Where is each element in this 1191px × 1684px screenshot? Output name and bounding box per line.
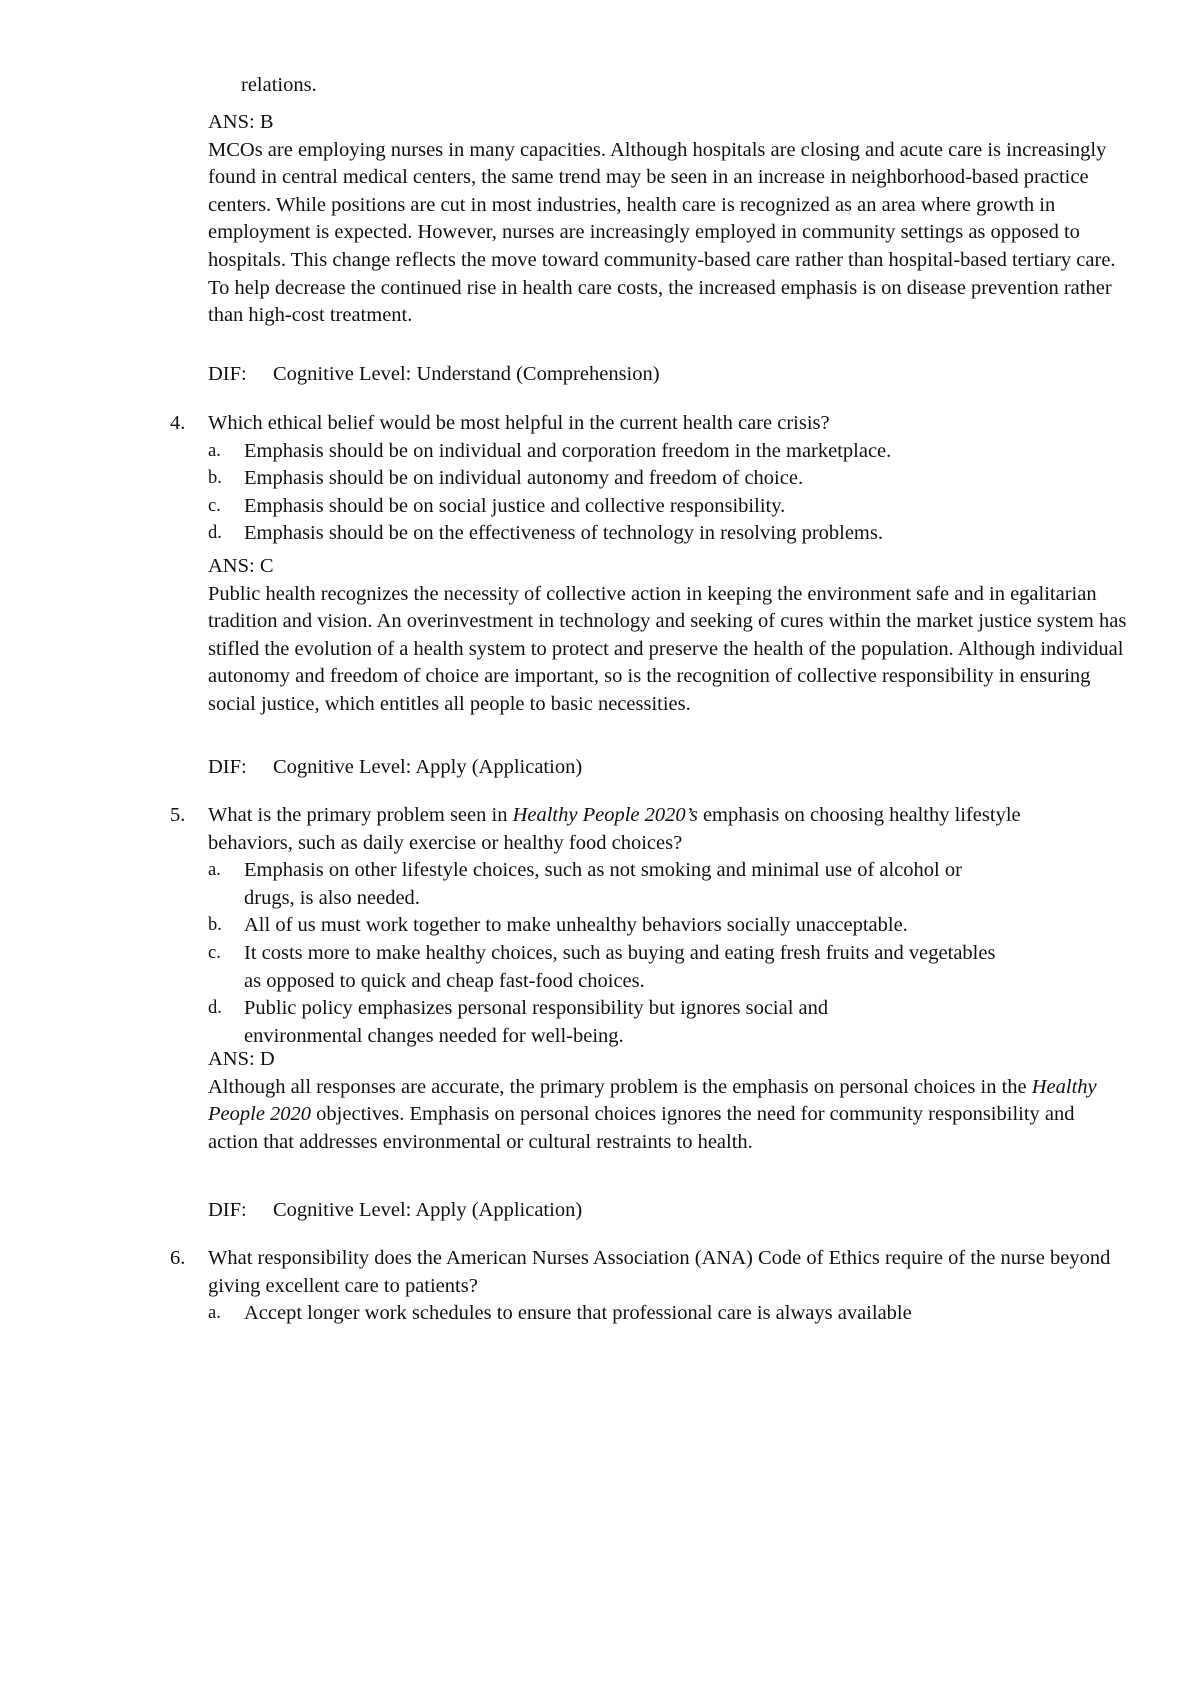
option-letter: a. (208, 1303, 221, 1324)
option-text: Emphasis should be on individual autonomy and freedom of choice. (244, 467, 804, 490)
option-letter: a. (208, 440, 221, 461)
dif-value: Cognitive Level: Apply (Application) (273, 1199, 583, 1221)
option-text: It costs more to make healthy choices, such as buying and eating fresh fruits and vegetables as opposed to quick and cheap fast-food choices. (244, 941, 996, 992)
option-text: Emphasis should be on social justice and collective responsibility. (244, 494, 786, 517)
option-c (170, 940, 1000, 995)
option-letter: d. (208, 523, 222, 544)
option-a (170, 857, 1000, 912)
option-letter: b. (208, 468, 222, 489)
option-letter: b. (208, 915, 222, 936)
explanation-italic: Healthy People 2020 (208, 1075, 1097, 1126)
option-text: All of us must work together to make unhealthy behaviors socially unacceptable. (244, 914, 908, 937)
question-5 (170, 802, 1130, 1050)
question-text-start: What is the primary problem seen in (208, 804, 513, 826)
question-stem (170, 410, 1130, 438)
difficulty-line-q4 (208, 754, 582, 782)
question-number: 5. (170, 804, 186, 826)
option-text: Accept longer work schedules to ensure that professional care is always available (244, 1302, 912, 1325)
answer-label: ANS: B (208, 111, 274, 133)
dif-label: DIF: (208, 756, 247, 778)
question-6 (170, 1245, 1130, 1328)
options-list (170, 857, 1000, 1050)
option-text: Emphasis should be on the effectiveness of technology in resolving problems. (244, 522, 883, 545)
question-text: What responsibility does the American Nurses Association (ANA) Code of Ethics require of the nurse beyond giving excellent care to patients? (208, 1247, 1111, 1297)
option-b (170, 912, 1024, 940)
option-text: Emphasis should be on individual and corporation freedom in the marketplace. (244, 439, 892, 462)
explanation-start: Although all responses are accurate, the primary problem is the emphasis on personal choices in the (208, 1075, 1032, 1098)
answer-explanation (208, 1074, 1120, 1157)
dif-value: Cognitive Level: Understand (Comprehension) (273, 363, 660, 385)
answer-block-q3 (208, 109, 1128, 330)
difficulty-line-q3 (208, 361, 660, 389)
option-a (170, 438, 1130, 466)
option-letter: a. (208, 860, 221, 881)
options-list (170, 1300, 1130, 1328)
question-number: 4. (170, 412, 186, 434)
option-b (170, 465, 1130, 493)
question-text: Which ethical belief would be most helpful in the current health care crisis? (208, 412, 830, 434)
option-a (170, 1300, 1130, 1328)
answer-label: ANS: D (208, 1048, 275, 1070)
options-list (170, 438, 1130, 548)
difficulty-line-q5 (208, 1197, 582, 1225)
answer-explanation: MCOs are employing nurses in many capacities. Although hospitals are closing and acute care is increasingly found in central medical centers, the same trend may be seen in an increase in neighborhood-based practice centers. While positions are cut in most industries, health care is recognized as an area where growth in employment is expected. However, nurses are increasingly employed in community settings as opposed to hospitals. This change reflects the move toward community-based care rather than hospital-based tertiary care. To help decrease the continued rise in health care costs, the increased emphasis is on disease prevention rather than high-cost treatment. (208, 138, 1116, 327)
option-d (170, 520, 1130, 548)
dif-value: Cognitive Level: Apply (Application) (273, 756, 583, 778)
question-stem (170, 802, 1088, 857)
option-c (170, 493, 1130, 521)
question-text-end: emphasis on choosing healthy lifestyle behaviors, such as daily exercise or healthy food choices? (208, 804, 1021, 854)
option-d (170, 995, 944, 1050)
option-text: Emphasis on other lifestyle choices, such as not smoking and minimal use of alcohol or drugs, is also needed. (244, 859, 962, 909)
question-stem (170, 1245, 1130, 1300)
question-4 (170, 410, 1130, 548)
option-letter: d. (208, 998, 222, 1019)
question-text-italic: Healthy People 2020’s (512, 804, 698, 826)
answer-block-q4 (208, 553, 1128, 719)
explanation-end: objectives. Emphasis on personal choices ignores the need for community responsibility and action that addresses environmental or cultural restraints to health. (208, 1103, 1075, 1153)
continuation-text: relations. (241, 74, 317, 96)
dif-label: DIF: (208, 363, 247, 385)
question-number: 6. (170, 1247, 186, 1269)
answer-block-q5 (208, 1046, 1128, 1156)
dif-label: DIF: (208, 1199, 247, 1221)
option-text: Public policy emphasizes personal responsibility but ignores social and environmental changes needed for well-being. (244, 997, 829, 1047)
answer-explanation: Public health recognizes the necessity of collective action in keeping the environment safe and in egalitarian tradition and vision. An overinvestment in technology and seeking of cures within the market justice system has stifled the evolution of a health system to protect and preserve the health of the population. Although individual autonomy and freedom of choice are important, so is the recognition of collective responsibility in ensuring social justice, which entitles all people to basic necessities. (208, 582, 1127, 715)
option-letter: c. (208, 942, 221, 963)
answer-label: ANS: C (208, 555, 274, 577)
option-letter: c. (208, 495, 221, 516)
